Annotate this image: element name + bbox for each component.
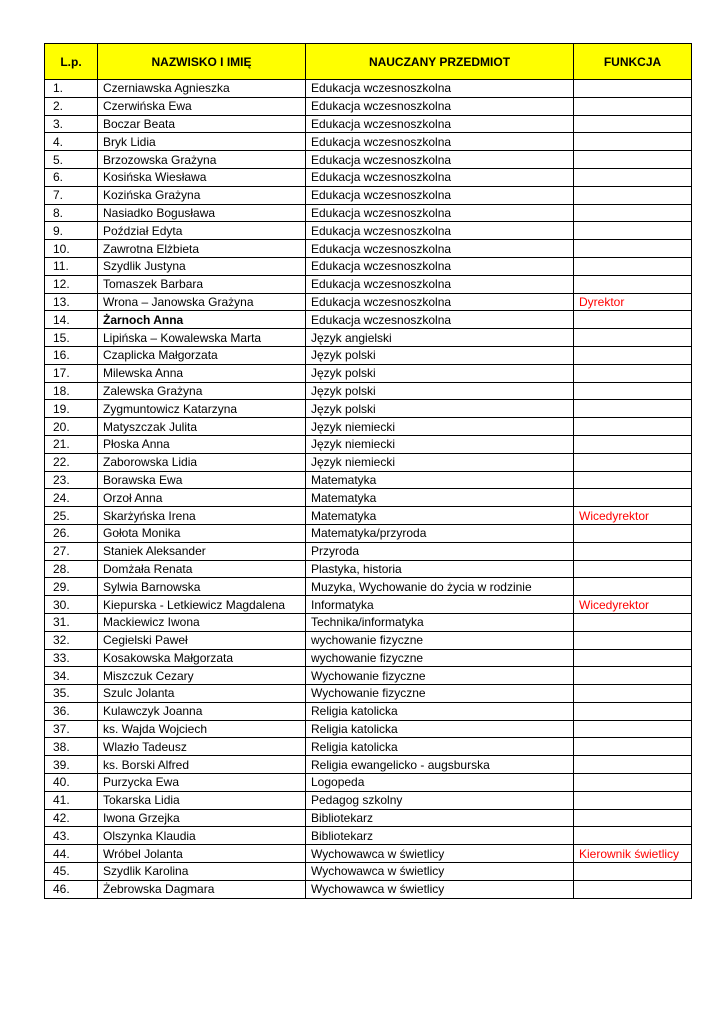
teacher-name-cell: Milewska Anna <box>98 364 306 382</box>
row-number-cell: 45. <box>45 863 98 881</box>
row-number-cell: 39. <box>45 756 98 774</box>
teacher-name-cell: Lipińska – Kowalewska Marta <box>98 329 306 347</box>
row-number-cell: 7. <box>45 186 98 204</box>
header-subject: NAUCZANY PRZEDMIOT <box>306 44 574 80</box>
subject-cell: Edukacja wczesnoszkolna <box>306 186 574 204</box>
subject-cell: Religia ewangelicko - augsburska <box>306 756 574 774</box>
row-number-cell: 22. <box>45 453 98 471</box>
row-number-cell: 5. <box>45 151 98 169</box>
teacher-name-cell: Skarżyńska Irena <box>98 507 306 525</box>
teacher-name-cell: Miszczuk Cezary <box>98 667 306 685</box>
function-cell: Dyrektor <box>574 293 692 311</box>
table-row <box>45 863 692 881</box>
subject-cell: Matematyka <box>306 471 574 489</box>
row-number-cell: 6. <box>45 168 98 186</box>
teacher-name-cell: Poździał Edyta <box>98 222 306 240</box>
row-number-cell: 13. <box>45 293 98 311</box>
function-cell <box>574 364 692 382</box>
table-row <box>45 845 692 863</box>
function-cell <box>574 346 692 364</box>
row-number-cell: 16. <box>45 346 98 364</box>
subject-cell: Język niemiecki <box>306 453 574 471</box>
table-row <box>45 809 692 827</box>
table-row <box>45 507 692 525</box>
function-cell: Kierownik świetlicy <box>574 845 692 863</box>
row-number-cell: 43. <box>45 827 98 845</box>
row-number-cell: 44. <box>45 845 98 863</box>
function-cell <box>574 738 692 756</box>
teacher-name-cell: Kulawczyk Joanna <box>98 702 306 720</box>
table-row <box>45 524 692 542</box>
function-cell <box>574 115 692 133</box>
function-cell <box>574 774 692 792</box>
subject-cell: Edukacja wczesnoszkolna <box>306 151 574 169</box>
row-number-cell: 14. <box>45 311 98 329</box>
row-number-cell: 36. <box>45 702 98 720</box>
row-number-cell: 35. <box>45 685 98 703</box>
subject-cell: Edukacja wczesnoszkolna <box>306 80 574 98</box>
table-row <box>45 542 692 560</box>
row-number-cell: 1. <box>45 80 98 98</box>
function-cell <box>574 649 692 667</box>
function-cell <box>574 578 692 596</box>
subject-cell: Edukacja wczesnoszkolna <box>306 311 574 329</box>
table-row <box>45 382 692 400</box>
function-cell <box>574 311 692 329</box>
function-cell <box>574 667 692 685</box>
teacher-name-cell: Matyszczak Julita <box>98 418 306 436</box>
table-row <box>45 471 692 489</box>
function-cell <box>574 151 692 169</box>
subject-cell: Informatyka <box>306 596 574 614</box>
teacher-name-cell: Borawska Ewa <box>98 471 306 489</box>
subject-cell: Język polski <box>306 400 574 418</box>
table-row <box>45 720 692 738</box>
teacher-name-cell: Tokarska Lidia <box>98 791 306 809</box>
table-row <box>45 631 692 649</box>
row-number-cell: 17. <box>45 364 98 382</box>
subject-cell: Język angielski <box>306 329 574 347</box>
row-number-cell: 27. <box>45 542 98 560</box>
table-row <box>45 97 692 115</box>
function-cell <box>574 720 692 738</box>
row-number-cell: 38. <box>45 738 98 756</box>
function-cell <box>574 435 692 453</box>
teacher-name-cell: Kiepurska - Letkiewicz Magdalena <box>98 596 306 614</box>
row-number-cell: 18. <box>45 382 98 400</box>
subject-cell: Język niemiecki <box>306 435 574 453</box>
teacher-name-cell: Bryk Lidia <box>98 133 306 151</box>
subject-cell: Edukacja wczesnoszkolna <box>306 240 574 258</box>
teacher-name-cell: Staniek Aleksander <box>98 542 306 560</box>
subject-cell: Muzyka, Wychowanie do życia w rodzinie <box>306 578 574 596</box>
function-cell: Wicedyrektor <box>574 507 692 525</box>
subject-cell: Edukacja wczesnoszkolna <box>306 97 574 115</box>
row-number-cell: 2. <box>45 97 98 115</box>
subject-cell: Edukacja wczesnoszkolna <box>306 275 574 293</box>
table-row <box>45 400 692 418</box>
table-row <box>45 275 692 293</box>
row-number-cell: 8. <box>45 204 98 222</box>
teacher-name-cell: Płoska Anna <box>98 435 306 453</box>
subject-cell: Język polski <box>306 382 574 400</box>
subject-cell: Wychowanie fizyczne <box>306 667 574 685</box>
function-cell <box>574 453 692 471</box>
subject-cell: Edukacja wczesnoszkolna <box>306 222 574 240</box>
teacher-name-cell: Czerniawska Agnieszka <box>98 80 306 98</box>
function-cell <box>574 471 692 489</box>
teacher-name-cell: Domżała Renata <box>98 560 306 578</box>
subject-cell: Edukacja wczesnoszkolna <box>306 133 574 151</box>
table-header-row <box>45 44 692 80</box>
header-function: FUNKCJA <box>574 44 692 80</box>
subject-cell: Język niemiecki <box>306 418 574 436</box>
subject-cell: Pedagog szkolny <box>306 791 574 809</box>
function-cell <box>574 329 692 347</box>
table-row <box>45 151 692 169</box>
function-cell <box>574 756 692 774</box>
table-row <box>45 257 692 275</box>
subject-cell: Edukacja wczesnoszkolna <box>306 168 574 186</box>
row-number-cell: 11. <box>45 257 98 275</box>
row-number-cell: 25. <box>45 507 98 525</box>
table-row <box>45 578 692 596</box>
row-number-cell: 9. <box>45 222 98 240</box>
subject-cell: Przyroda <box>306 542 574 560</box>
teacher-name-cell: Gołota Monika <box>98 524 306 542</box>
function-cell <box>574 168 692 186</box>
subject-cell: wychowanie fizyczne <box>306 649 574 667</box>
subject-cell: Matematyka <box>306 489 574 507</box>
subject-cell: Technika/informatyka <box>306 613 574 631</box>
teacher-name-cell: Zygmuntowicz Katarzyna <box>98 400 306 418</box>
function-cell <box>574 863 692 881</box>
row-number-cell: 24. <box>45 489 98 507</box>
row-number-cell: 37. <box>45 720 98 738</box>
function-cell <box>574 560 692 578</box>
function-cell <box>574 827 692 845</box>
subject-cell: Język polski <box>306 364 574 382</box>
function-cell <box>574 702 692 720</box>
table-row <box>45 311 692 329</box>
subject-cell: wychowanie fizyczne <box>306 631 574 649</box>
teacher-name-cell: Tomaszek Barbara <box>98 275 306 293</box>
subject-cell: Wychowawca w świetlicy <box>306 845 574 863</box>
row-number-cell: 4. <box>45 133 98 151</box>
teacher-name-cell: Zaborowska Lidia <box>98 453 306 471</box>
row-number-cell: 3. <box>45 115 98 133</box>
teacher-name-cell: Boczar Beata <box>98 115 306 133</box>
table-body <box>45 80 692 899</box>
row-number-cell: 21. <box>45 435 98 453</box>
function-cell <box>574 186 692 204</box>
table-row <box>45 738 692 756</box>
function-cell <box>574 489 692 507</box>
subject-cell: Bibliotekarz <box>306 827 574 845</box>
table-row <box>45 685 692 703</box>
table-row <box>45 560 692 578</box>
table-row <box>45 613 692 631</box>
teacher-name-cell: Orzoł Anna <box>98 489 306 507</box>
function-cell <box>574 791 692 809</box>
teacher-name-cell: Kozińska Grażyna <box>98 186 306 204</box>
row-number-cell: 19. <box>45 400 98 418</box>
teacher-name-cell: Brzozowska Grażyna <box>98 151 306 169</box>
function-cell <box>574 80 692 98</box>
teacher-name-cell: Zawrotna Elżbieta <box>98 240 306 258</box>
row-number-cell: 26. <box>45 524 98 542</box>
table-row <box>45 489 692 507</box>
table-row <box>45 329 692 347</box>
header-lp: L.p. <box>45 44 98 80</box>
table-row <box>45 702 692 720</box>
teacher-name-cell: ks. Wajda Wojciech <box>98 720 306 738</box>
function-cell <box>574 418 692 436</box>
table-row <box>45 649 692 667</box>
table-row <box>45 880 692 898</box>
subject-cell: Edukacja wczesnoszkolna <box>306 204 574 222</box>
function-cell <box>574 542 692 560</box>
function-cell <box>574 382 692 400</box>
function-cell <box>574 222 692 240</box>
row-number-cell: 30. <box>45 596 98 614</box>
table-row <box>45 596 692 614</box>
function-cell <box>574 524 692 542</box>
function-cell <box>574 97 692 115</box>
subject-cell: Język polski <box>306 346 574 364</box>
teacher-name-cell: Wlazło Tadeusz <box>98 738 306 756</box>
subject-cell: Religia katolicka <box>306 738 574 756</box>
subject-cell: Wychowawca w świetlicy <box>306 863 574 881</box>
header-name: NAZWISKO I IMIĘ <box>98 44 306 80</box>
function-cell <box>574 275 692 293</box>
row-number-cell: 42. <box>45 809 98 827</box>
function-cell <box>574 400 692 418</box>
subject-cell: Religia katolicka <box>306 702 574 720</box>
row-number-cell: 41. <box>45 791 98 809</box>
row-number-cell: 40. <box>45 774 98 792</box>
teacher-name-cell: Iwona Grzejka <box>98 809 306 827</box>
row-number-cell: 31. <box>45 613 98 631</box>
function-cell: Wicedyrektor <box>574 596 692 614</box>
teacher-name-cell: Żarnoch Anna <box>98 311 306 329</box>
teacher-name-cell: Kosakowska Małgorzata <box>98 649 306 667</box>
table-row <box>45 418 692 436</box>
teacher-name-cell: Kosińska Wiesława <box>98 168 306 186</box>
staff-table <box>44 43 692 899</box>
function-cell <box>574 685 692 703</box>
function-cell <box>574 204 692 222</box>
table-row <box>45 222 692 240</box>
table-row <box>45 168 692 186</box>
subject-cell: Edukacja wczesnoszkolna <box>306 115 574 133</box>
teacher-name-cell: ks. Borski Alfred <box>98 756 306 774</box>
subject-cell: Matematyka <box>306 507 574 525</box>
teacher-name-cell: Szydlik Karolina <box>98 863 306 881</box>
subject-cell: Edukacja wczesnoszkolna <box>306 293 574 311</box>
teacher-name-cell: Wróbel Jolanta <box>98 845 306 863</box>
row-number-cell: 46. <box>45 880 98 898</box>
teacher-name-cell: Żebrowska Dagmara <box>98 880 306 898</box>
table-row <box>45 186 692 204</box>
function-cell <box>574 809 692 827</box>
row-number-cell: 23. <box>45 471 98 489</box>
table-row <box>45 346 692 364</box>
table-row <box>45 791 692 809</box>
function-cell <box>574 133 692 151</box>
table-row <box>45 453 692 471</box>
subject-cell: Logopeda <box>306 774 574 792</box>
subject-cell: Matematyka/przyroda <box>306 524 574 542</box>
table-row <box>45 774 692 792</box>
teacher-name-cell: Sylwia Barnowska <box>98 578 306 596</box>
teacher-name-cell: Mackiewicz Iwona <box>98 613 306 631</box>
row-number-cell: 34. <box>45 667 98 685</box>
function-cell <box>574 240 692 258</box>
row-number-cell: 12. <box>45 275 98 293</box>
row-number-cell: 10. <box>45 240 98 258</box>
subject-cell: Plastyka, historia <box>306 560 574 578</box>
table-row <box>45 667 692 685</box>
table-row <box>45 80 692 98</box>
function-cell <box>574 613 692 631</box>
function-cell <box>574 257 692 275</box>
subject-cell: Wychowanie fizyczne <box>306 685 574 703</box>
table-row <box>45 756 692 774</box>
teacher-name-cell: Cegielski Paweł <box>98 631 306 649</box>
teacher-name-cell: Wrona – Janowska Grażyna <box>98 293 306 311</box>
table-row <box>45 364 692 382</box>
table-row <box>45 240 692 258</box>
function-cell <box>574 631 692 649</box>
teacher-name-cell: Czerwińska Ewa <box>98 97 306 115</box>
row-number-cell: 33. <box>45 649 98 667</box>
row-number-cell: 28. <box>45 560 98 578</box>
teacher-name-cell: Czaplicka Małgorzata <box>98 346 306 364</box>
teacher-name-cell: Nasiadko Bogusława <box>98 204 306 222</box>
teacher-name-cell: Purzycka Ewa <box>98 774 306 792</box>
table-row <box>45 827 692 845</box>
row-number-cell: 20. <box>45 418 98 436</box>
teacher-name-cell: Szulc Jolanta <box>98 685 306 703</box>
table-row <box>45 435 692 453</box>
table-row <box>45 115 692 133</box>
teacher-name-cell: Olszynka Klaudia <box>98 827 306 845</box>
subject-cell: Edukacja wczesnoszkolna <box>306 257 574 275</box>
table-row <box>45 133 692 151</box>
subject-cell: Wychowawca w świetlicy <box>306 880 574 898</box>
teacher-name-cell: Zalewska Grażyna <box>98 382 306 400</box>
row-number-cell: 15. <box>45 329 98 347</box>
table-row <box>45 293 692 311</box>
function-cell <box>574 880 692 898</box>
subject-cell: Bibliotekarz <box>306 809 574 827</box>
teacher-name-cell: Szydlik Justyna <box>98 257 306 275</box>
row-number-cell: 29. <box>45 578 98 596</box>
table-row <box>45 204 692 222</box>
subject-cell: Religia katolicka <box>306 720 574 738</box>
row-number-cell: 32. <box>45 631 98 649</box>
